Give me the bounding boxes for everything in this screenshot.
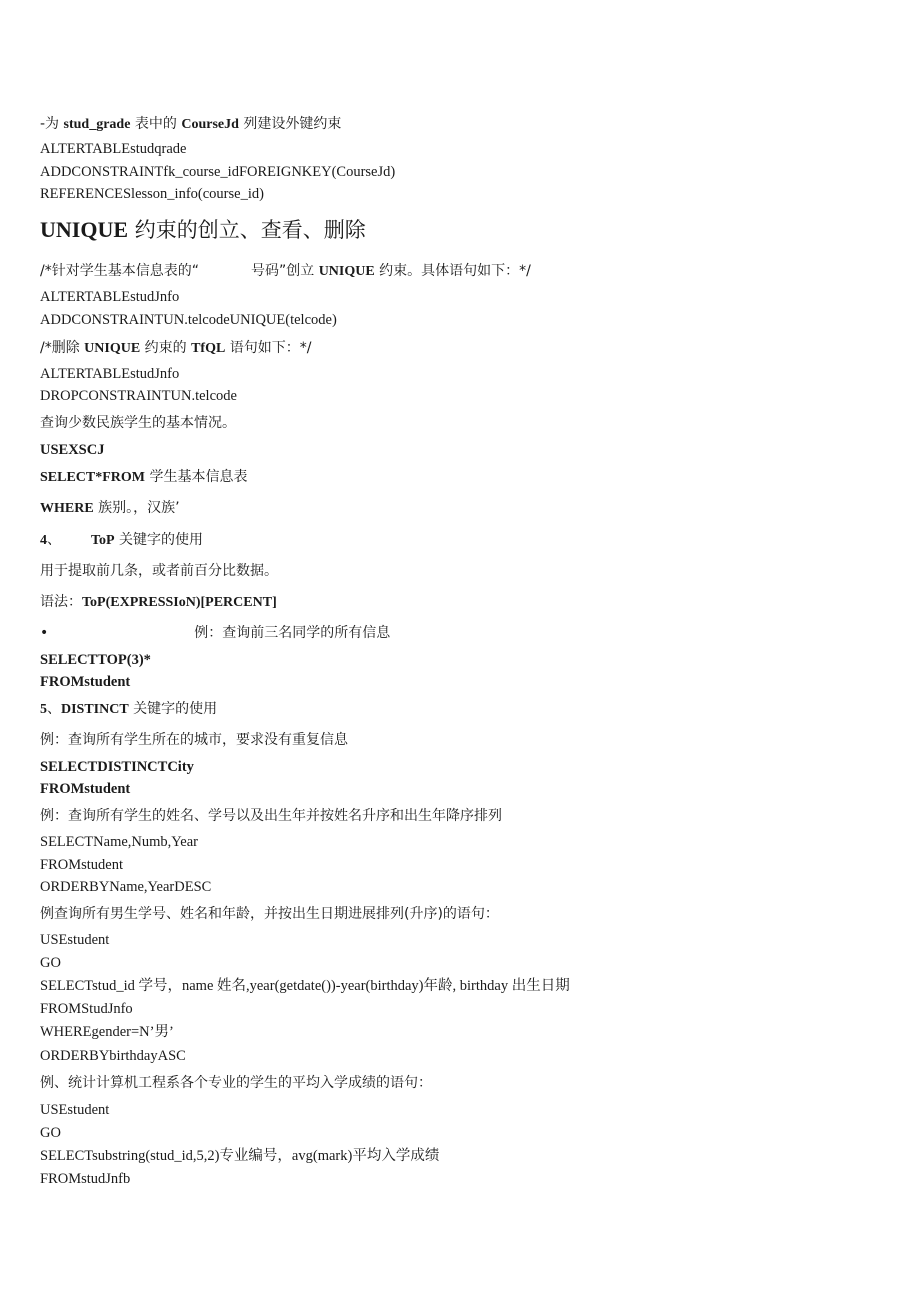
text-line: 例查询所有男生学号、姓名和年龄，并按出生日期进展排列(升序)的语句： — [40, 906, 499, 922]
code-line: ALTERTABLEstudqrade — [40, 141, 187, 157]
section-heading-top: 4、 ToP 关键字的使用 — [40, 532, 204, 548]
code-line: USEstudent — [40, 932, 110, 948]
text-line: 例、统计计算机工程系各个专业的学生的平均入学成绩的语句： — [40, 1075, 432, 1091]
code-line: FROMstudJnfb — [40, 1171, 131, 1187]
code-line: ALTERTABLEstudJnfo — [40, 289, 180, 305]
code-line: SELECTstud_id 学号，name 姓名,year(getdate())-year(birthday)年龄, birthday 出生日期 — [40, 978, 570, 994]
code-line: SELECTsubstring(stud_id,5,2)专业编号，avg(mark)平均入学成绩 — [40, 1148, 440, 1164]
code-line: ALTERTABLEstudJnfo — [40, 366, 180, 382]
code-line: WHERE 族别。，汉族’ — [40, 500, 180, 516]
comment-drop-unique: /*删除 UNIQUE 约束的 TfQL 语句如下：*/ — [40, 340, 312, 356]
code-line: FROMstudent — [40, 857, 123, 873]
code-line: FROMstudent — [40, 674, 131, 690]
code-line: ADDCONSTRAINTfk_course_idFOREIGNKEY(CourseJd) — [40, 164, 396, 180]
code-line: FROMstudent — [40, 781, 131, 797]
comment-foreign-key: -为 stud_grade 表中的 CourseJd 列建设外键约束 — [40, 116, 342, 132]
bullet-icon: • — [40, 625, 49, 641]
code-line: REFERENCESlesson_info(course_id) — [40, 186, 264, 202]
code-line: USEstudent — [40, 1102, 110, 1118]
bullet-example: • 例：查询前三名同学的所有信息 — [40, 625, 391, 641]
code-line: SELECTName,Numb,Year — [40, 834, 199, 850]
code-line: GO — [40, 1125, 61, 1141]
text-line: 例：查询所有学生所在的城市，要求没有重复信息 — [40, 732, 348, 748]
code-line: SELECTTOP(3)* — [40, 652, 151, 668]
code-line: SELECTDISTINCTCity — [40, 759, 194, 775]
syntax-line: 语法：ToP(EXPRESSIoN)[PERCENT] — [40, 594, 277, 610]
text-line: 用于提取前几条，或者前百分比数据。 — [40, 563, 278, 579]
code-line: USEXSCJ — [40, 442, 105, 458]
code-line: DROPCONSTRAINTUN.telcode — [40, 388, 237, 404]
code-line: SELECT*FROM 学生基本信息表 — [40, 469, 248, 485]
section-heading-distinct: 5、DISTINCT 关键字的使用 — [40, 701, 218, 717]
text-line: 查询少数民族学生的基本情况。 — [40, 415, 236, 431]
code-line: GO — [40, 955, 61, 971]
section-heading-unique: UNIQUE 约束的创立、查看、删除 — [40, 217, 366, 242]
comment-create-unique: /*针对学生基本信息表的“ 号码”创立 UNIQUE 约束。具体语句如下：*/ — [40, 263, 531, 279]
code-line: WHEREgender=N’男’ — [40, 1024, 174, 1040]
code-line: ORDERBYbirthdayASC — [40, 1048, 186, 1064]
text-line: 例：查询所有学生的姓名、学号以及出生年并按姓名升序和出生年降序排列 — [40, 808, 502, 824]
code-line: ADDCONSTRAINTUN.telcodeUNIQUE(telcode) — [40, 312, 337, 328]
code-line: FROMStudJnfo — [40, 1001, 133, 1017]
code-line: ORDERBYName,YearDESC — [40, 879, 212, 895]
